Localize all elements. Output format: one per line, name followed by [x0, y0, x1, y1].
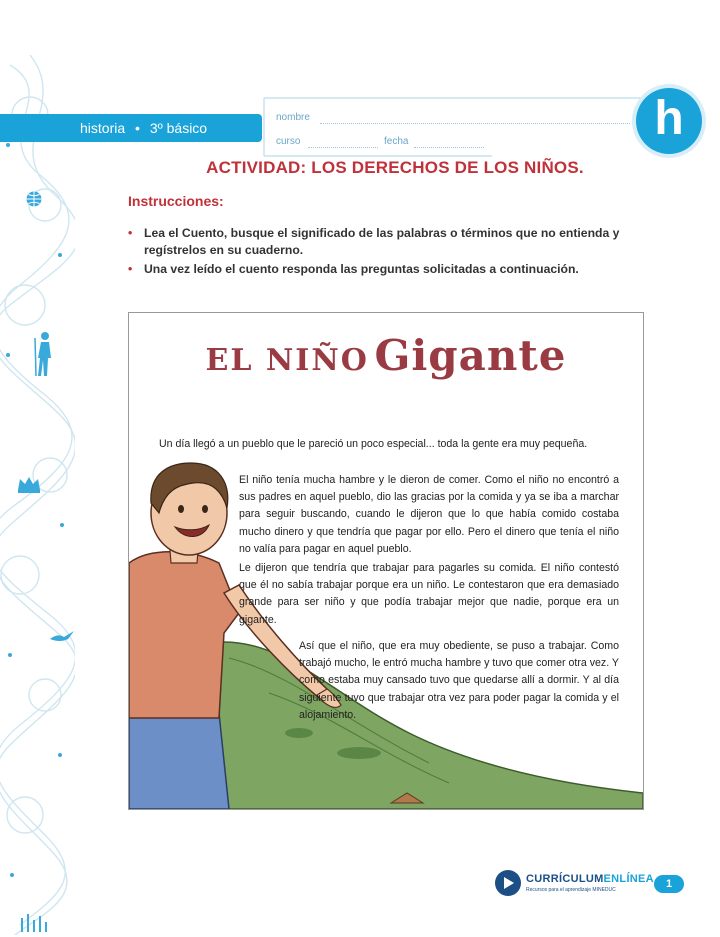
- page-number-badge: 1: [654, 875, 684, 893]
- instruction-text: Lea el Cuento, busque el significado de las palabras o términos que no entienda y regístrelos en su cuaderno.: [144, 226, 620, 257]
- brand-highlight: ENLÍNEA: [603, 873, 654, 885]
- plants-icon: [18, 910, 58, 937]
- footer-tagline: Recursos para el aprendizaje MINEDUC: [526, 887, 616, 893]
- story-paragraph: Así que el niño, que era muy obediente, se puso a trabajar. Como trabajó mucho, le entró mucha hambre y tuvo que comer otra vez. Y como estaba muy cansado tuvo que quedarse allí a dormir. Y al día siguiente tuvo que trabajar otra vez para poder pagar la comida y el alojamiento.: [299, 640, 619, 721]
- story-title-big: Gigante: [374, 331, 567, 380]
- globe-icon: [25, 190, 43, 213]
- course-label: curso: [276, 136, 301, 147]
- footer-brand: [526, 873, 654, 885]
- subject-label: historia: [80, 120, 126, 136]
- subject-separator: •: [135, 120, 140, 136]
- h-logo-icon: h: [636, 88, 702, 154]
- story-frame: [128, 312, 644, 810]
- instructions-heading: Instrucciones:: [128, 193, 224, 209]
- bullet-icon: •: [128, 262, 133, 276]
- story-title: [129, 331, 643, 380]
- story-paragraph: El niño tenía mucha hambre y le dieron de comer. Como el niño no encontró a sus padres en aquel pueblo, dio las gracias por la comida y ya se iba a marchar para seguir buscando, cuando le dijeron que lo que había comido costaba mucho dinero y que tendría que pagar por ello. Pero el dinero que tenía el niño no valía para pagar en aquel pueblo.: [239, 474, 619, 555]
- date-label: fecha: [384, 136, 409, 147]
- brand-main: CURRÍCULUM: [526, 873, 604, 885]
- list-item: [126, 225, 656, 259]
- story-paragraph: Un día llegó a un pueblo que le pareció un poco especial... toda la gente era muy pequeña.: [159, 438, 588, 450]
- instruction-text: Una vez leído el cuento responda las preguntas solicitadas a continuación.: [144, 262, 579, 276]
- bird-icon: [50, 630, 74, 648]
- curriculum-logo-icon: [495, 870, 521, 896]
- story-title-small: EL NIÑO: [205, 343, 369, 378]
- student-info-form: [262, 96, 662, 158]
- course-field[interactable]: [308, 147, 378, 148]
- name-field[interactable]: [320, 123, 630, 124]
- form-outline: [262, 96, 662, 158]
- subject-banner: [0, 114, 262, 142]
- page-title: ACTIVIDAD: LOS DERECHOS DE LOS NIÑOS.: [206, 158, 584, 177]
- explorer-figure-icon: [32, 330, 56, 383]
- date-field[interactable]: [414, 147, 484, 148]
- crown-icon: [16, 475, 42, 498]
- list-item: [126, 261, 656, 278]
- bullet-icon: •: [128, 226, 133, 240]
- instructions-list: [126, 225, 656, 280]
- story-paragraph: Le dijeron que tendría que trabajar para pagarles su comida. El niño contestó que él no sabía trabajar porque era un niño. Le contestaron que era demasiado grande para ser niño y que podía trabajar mejor que nadie, porque era un gigante.: [239, 562, 619, 626]
- name-label: nombre: [276, 112, 310, 123]
- grade-label: 3º básico: [149, 120, 208, 136]
